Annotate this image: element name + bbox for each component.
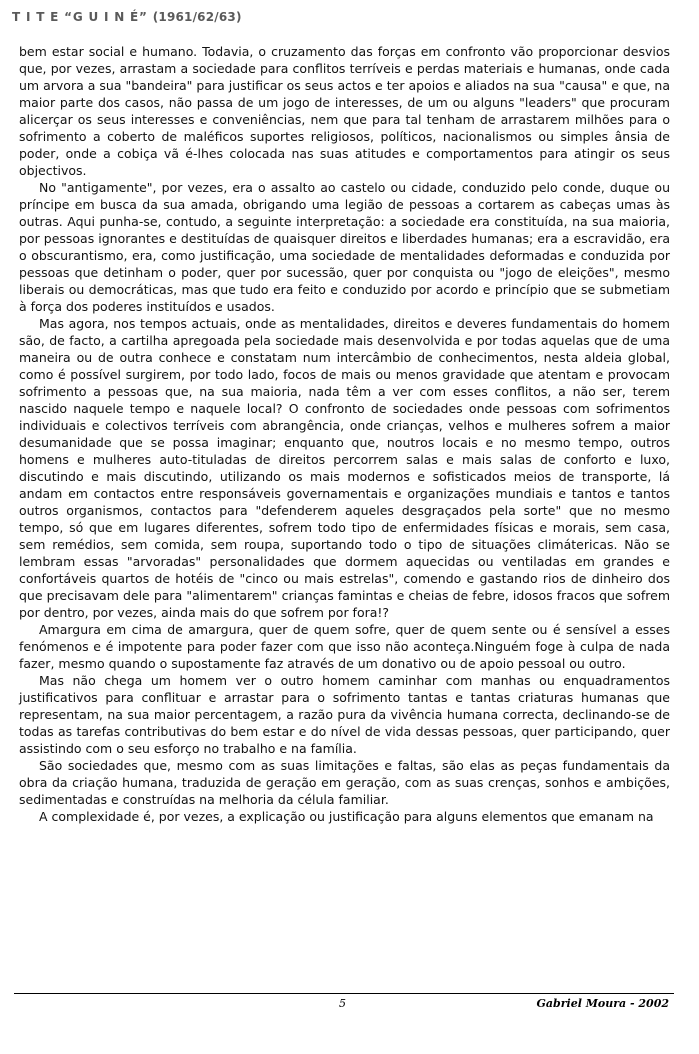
paragraph: São sociedades que, mesmo com as suas limitações e faltas, são elas as peças fundamentais da obra da criação humana, traduzida de geração em geração, com as suas crenças, sonhos e ambições, sedimentadas e construídas na melhoria da célula familiar. — [19, 758, 670, 807]
header-subtitle: (1961/62/63) — [152, 10, 242, 24]
paragraph: Amargura em cima de amargura, quer de quem sofre, quer de quem sente ou é sensível a esses fenómenos e é impotente para poder fazer com que isso não aconteça.Ninguém foge à culpa de nada fazer, mesmo quando o supostamente faz através de um donativo ou de apoio pessoal ou outro. — [19, 622, 670, 671]
header-title: T I T E “G U I N É” — [12, 10, 148, 24]
paragraph: A complexidade é, por vezes, a explicação ou justificação para alguns elementos que emanam na — [39, 809, 654, 824]
page-header — [12, 10, 242, 24]
paragraph: Mas não chega um homem ver o outro homem caminhar com manhas ou enquadramentos justificativos para conflituar e arrastar para o sofrimento tantas e tantas criaturas humanas que representam, na sua maior percentagem, a razão pura da vivência humana correcta, declinando-se de todas as tarefas contributivas do bem estar e do nível de vida dessas pessoas, quer participando, quer assistindo com o seu esforço no trabalho e na família. — [19, 673, 670, 756]
body-text — [19, 43, 670, 825]
page-number: 5 — [339, 997, 346, 1010]
paragraph: bem estar social e humano. Todavia, o cruzamento das forças em confronto vão proporcionar desvios que, por vezes, arrastam a sociedade para conflitos terríveis e perdas materiais e humanas, onde cada um arvora a sua "bandeira" para justificar os seus actos e ter apoios e aliados na sua "causa" e que, na maior parte dos casos, não passa de um jogo de interesses, de um ou alguns "leaders" que procuram alicerçar os seus interesses e conveniências, nem que para tal tenham de arrastarem milhões para o sofrimento a coberto de maléficos suportes religiosos, políticos, nacionalismos ou simples ânsia de poder, onde a cobiça vã é-lhes colocada nas suas atitudes e comportamentos para atingir os seus objectivos. — [19, 44, 670, 178]
paragraph: No "antigamente", por vezes, era o assalto ao castelo ou cidade, conduzido pelo conde, duque ou príncipe em busca da sua amada, obrigando uma legião de pessoas a cortarem as cabeças umas às outras. Aqui punha-se, contudo, a seguinte interpretação: a sociedade era constituída, na sua maioria, por pessoas ignorantes e destituídas de quaisquer direitos e liberdades humanas; era a escravidão, era o obscurantismo, era, como justificação, uma sociedade de mentalidades deformadas e conduzida por pessoas que detinham o poder, quer por sucessão, quer por conquista ou "jogo de eleições", mesmo liberais ou democráticas, mas que tudo era feito e conduzido por acordo e princípio que se submetiam à força dos poderes instituídos e usados. — [19, 180, 670, 314]
paragraph: Mas agora, nos tempos actuais, onde as mentalidades, direitos e deveres fundamentais do homem são, de facto, a cartilha apregoada pela sociedade mais desenvolvida e por todas aquelas que de uma maneira ou de outra conhece e constatam num intercâmbio de conhecimentos, nesta aldeia global, como é possível surgirem, por todo lado, focos de mais ou menos gravidade que atentam e provocam sofrimento a pessoas que, na sua maioria, nada têm a ver com esses conflitos, a não ser, terem nascido naquele tempo e naquele local? O confronto de sociedades onde pessoas com sofrimentos individuais e colectivos terríveis com abrangência, onde crianças, velhos e mulheres sofrem a maior desumanidade que se possa imaginar; enquanto que, noutros locais e no mesmo tempo, outros homens e mulheres auto-tituladas de direitos percorrem salas e mais salas de conforto e luxo, discutindo e mais discutindo, utilizando os mais modernos e sofisticados meios de transporte, lá andam em contactos entre responsáveis governamentais e organizações mundiais e tantos e tantos outros organismos, contactos para "defenderem aqueles desgraçados pela sorte" que no mesmo tempo, só que em lugares diferentes, sofrem todo tipo de enfermidades físicas e morais, sem casa, sem remédios, sem comida, sem roupa, suportando todo o tipo de situações climátericas. Não se lembram essas "arvoradas" personalidades que dormem aquecidas ou ventiladas em grandes e confortáveis quartos de hotéis de "cinco ou mais estrelas", comendo e gastando rios de dinheiro dos que precisavam dele para "alimentarem" crianças famintas e cheias de febre, idosos fracos que sofrem por dentro, por vezes, ainda mais do que sofrem por fora!? — [19, 316, 670, 620]
footer-divider — [14, 993, 674, 994]
footer-author: Gabriel Moura - 2002 — [536, 997, 669, 1010]
